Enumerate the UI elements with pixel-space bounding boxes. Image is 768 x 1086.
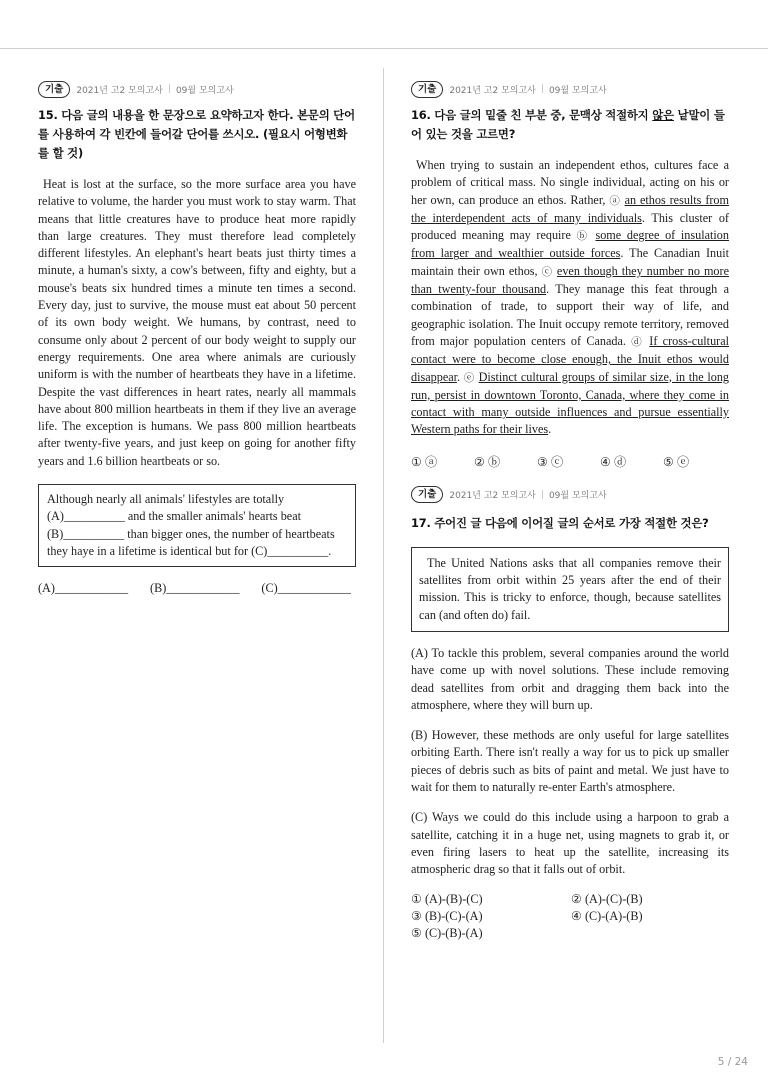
q16-title-emphasis: 않은 xyxy=(652,108,674,122)
header-rule xyxy=(0,48,768,49)
q15-answer-blanks xyxy=(38,581,356,596)
q15-year: 2021년 고2 모의고사 xyxy=(76,85,163,96)
q17-paragraph-c: (C) Ways we could do this include using a harpoon to grab a satellite, catching it in a huge net, using magnets to grab it, or even firing lasers to heat up the satellite, increasing its atmospheric drag so that it falls out of orbit. xyxy=(411,810,729,877)
q16-tag-badge: 기출 xyxy=(411,81,443,98)
q17-month: 09월 모의고사 xyxy=(548,491,607,502)
q16-marker-b: ⓑ xyxy=(576,230,590,243)
q15-answer-b: (B)____________ xyxy=(150,581,240,596)
q17-meta-row xyxy=(411,486,729,504)
q16-title-part-a: 16. 다음 글의 밑줄 친 부분 중, 문맥상 적절하지 xyxy=(411,108,653,122)
q16-separator: | xyxy=(540,84,544,94)
q16-text-2: . This cluster of produced meaning may require xyxy=(411,210,729,243)
q16-underline-c: even though they number no more than twenty-four thousand xyxy=(411,263,729,297)
q15-summary-box xyxy=(38,484,356,567)
q17-given-text: The United Nations asks that all companies remove their satellites from orbit within 25 years after the end of their mission. This is tricky to enforce, though, because satellites can (and often do) fail. xyxy=(419,555,721,622)
page-number: 5 / 24 xyxy=(717,1056,748,1068)
q17-option-2: ② (A)-(C)-(B) xyxy=(571,891,643,906)
q17-option-4: ④ (C)-(A)-(B) xyxy=(571,908,643,923)
q16-text-3: . The Canadian Inuit maintain their own ethos, xyxy=(411,246,729,278)
q16-underline-e: Distinct cultural groups of similar size, in the long run, persist in downtown Toronto, Canada, where they come in contact with many outside influences and pursue essentially Western paths for their lives xyxy=(411,369,730,437)
q16-option-2: ② ⓑ xyxy=(474,454,501,469)
q16-marker-c: ⓒ xyxy=(541,265,553,278)
q17-separator: | xyxy=(540,489,544,500)
q16-text-4: . They manage this feat through a combination of trade, to support their way of life, and geographic isolation. The Inuit occupy remote territory, removed from major population centers of Canada. xyxy=(411,282,729,348)
q17-options xyxy=(411,891,729,943)
q17-paragraph-a: (A) To tackle this problem, several companies around the world have come up with novel solutions. These include removing dead satellites from orbit and dragging them back into the atmosphere, where they will burn up. xyxy=(411,645,729,712)
question-17 xyxy=(411,486,729,943)
q17-year: 2021년 고2 모의고사 xyxy=(449,491,536,502)
q17-title: 17. 주어진 글 다음에 이어질 글의 순서로 가장 적절한 것은? xyxy=(411,515,709,530)
q15-meta-row xyxy=(38,80,356,98)
question-16 xyxy=(411,80,729,470)
q16-option-3: ③ ⓒ xyxy=(537,454,564,469)
q16-text-6: . xyxy=(548,422,552,437)
q16-passage xyxy=(411,157,729,439)
q16-marker-a: ⓐ xyxy=(609,194,621,207)
right-column xyxy=(411,80,729,942)
q16-marker-d: ⓓ xyxy=(631,335,644,348)
q16-option-5: ⑤ ⓔ xyxy=(663,454,690,469)
q16-underline-b: some degree of insulation from larger and wealthier outside forces xyxy=(411,228,729,261)
q17-paragraph-b: (B) However, these methods are only useful for large satellites orbiting Earth. There isn't really a way for us to pick up smaller pieces of debris such as bits of paint and metal. We just have to wait for them to naturally re-enter Earth's atmosphere. xyxy=(411,728,729,795)
q16-option-4: ④ ⓓ xyxy=(600,454,627,469)
q16-underline-d: If cross-cultural contact were to become close enough, the Inuit ethos would disappear xyxy=(411,333,730,384)
q16-text-5: . xyxy=(457,369,464,384)
q16-year: 2021년 고2 모의고사 xyxy=(449,85,536,96)
q15-answer-a: (A)____________ xyxy=(38,581,129,596)
q15-passage: Heat is lost at the surface, so the more surface area you have relative to volume, the harder you must work to stay warm. That means that little creatures have to produce heat more rapidly than large creatures. They must therefore lead completely different lifestyles. An elephant's heart beats just thirty times a minute, a human's sixty, a cow's between, fifty and eighty, but a mouse's beats six hundred times a minute ten times a second. Every day, just to survive, the mouse must eat about 50 percent of its own body weight. We humans, by contrast, need to consume only about 2 percent of our body weight to supply our energy requirements. One area where animals are curiously uniform is with the number of heartbeats they have in a lifetime. Despite the vast differences in heart rates, nearly all mammals have about 800 million heartbeats in them if they live an average life. The exception is humans. We pass 800 million heartbeats after twenty-five years, and just keep on going for another fifty years and 1.6 billion heartbeats or so. xyxy=(38,177,356,468)
q17-option-1: ① (A)-(B)-(C) xyxy=(411,891,483,906)
q16-text-1: When trying to sustain an independent ethos, cultures face a problem of critical mass. No single individual, acting on his or her own, can produce an ethos. Rather, xyxy=(411,158,729,207)
q17-given-box xyxy=(411,547,729,632)
q15-tag-badge: 기출 xyxy=(38,81,70,98)
q16-marker-e: ⓔ xyxy=(463,371,475,384)
q16-option-1: ① ⓐ xyxy=(411,454,438,469)
q16-month: 09월 모의고사 xyxy=(548,85,607,96)
column-divider xyxy=(383,68,384,1043)
q15-month: 09월 모의고사 xyxy=(175,85,234,96)
question-15 xyxy=(38,80,356,596)
q15-title: 15. 다음 글의 내용을 한 문장으로 요약하고자 한다. 본문의 단어를 사용하여 각 빈칸에 들어갈 단어를 쓰시오. (필요시 어형변화를 할 것) xyxy=(38,108,355,160)
q16-options xyxy=(411,453,729,470)
q15-summary: Although nearly all animals' lifestyles are totally (A)__________ and the smaller animals' hearts beat (B)__________ than bigger ones, the number of heartbeats they haye in a lifetime is identical but for (C)__________. xyxy=(47,492,335,558)
q16-title xyxy=(411,106,729,144)
q17-tag-badge: 기출 xyxy=(411,486,443,503)
q15-answer-c: (C)____________ xyxy=(261,581,351,596)
q17-option-5: ⑤ (C)-(B)-(A) xyxy=(411,926,483,941)
q16-title-part-b: 낱말이 들어 있는 것을 고르면? xyxy=(411,108,725,141)
q16-meta-row xyxy=(411,80,729,98)
q15-separator: | xyxy=(167,84,171,94)
q16-underline-a: an ethos results from the interdependent acts of many individuals xyxy=(411,192,730,225)
q17-option-3: ③ (B)-(C)-(A) xyxy=(411,908,483,923)
